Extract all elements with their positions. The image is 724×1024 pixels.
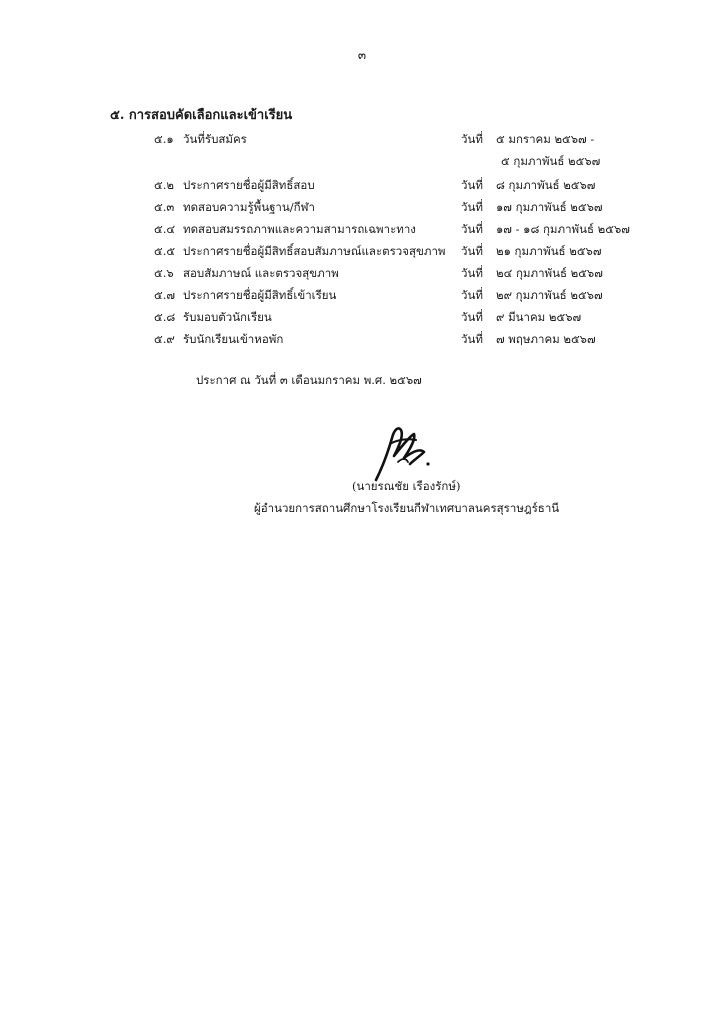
item-date: ๒๔ กุมภาพันธ์ ๒๕๖๗ bbox=[496, 266, 603, 280]
item-date: ๕ มกราคม ๒๕๖๗ - bbox=[496, 132, 595, 146]
schedule-item-exam-eligible-list bbox=[0, 177, 724, 197]
signer-name: (นายรณชัย เรืองรักษ์) bbox=[352, 479, 461, 493]
item-label: ทดสอบสมรรถภาพและความสามารถเฉพาะทาง bbox=[183, 222, 416, 236]
schedule-item-enrollment bbox=[0, 309, 724, 329]
item-day-label: วันที่ bbox=[461, 178, 483, 192]
item-label: ประกาศรายชื่อผู้มีสิทธิ์สอบ bbox=[183, 178, 315, 192]
item-day-label: วันที่ bbox=[461, 332, 483, 346]
item-number: ๕.๓ bbox=[154, 200, 175, 214]
schedule-item-admission-list bbox=[0, 287, 724, 307]
item-label: รับนักเรียนเข้าหอพัก bbox=[183, 332, 284, 346]
item-number: ๕.๙ bbox=[154, 332, 175, 346]
item-day-label: วันที่ bbox=[461, 200, 483, 214]
item-date: ๙ มีนาคม ๒๕๖๗ bbox=[496, 310, 582, 324]
section-heading: ๕. การสอบคัดเลือกและเข้าเรียน bbox=[110, 108, 293, 123]
item-number: ๕.๔ bbox=[154, 222, 176, 236]
signer-title: ผู้อำนวยการสถานศึกษาโรงเรียนกีฬาเทศบาลนครสุราษฎร์ธานี bbox=[254, 501, 560, 515]
item-number: ๕.๘ bbox=[154, 310, 176, 324]
schedule-item-basic-test bbox=[0, 199, 724, 219]
item-day-label: วันที่ bbox=[461, 266, 483, 280]
item-number: ๕.๗ bbox=[154, 288, 176, 302]
item-day-label: วันที่ bbox=[461, 288, 483, 302]
schedule-item-dormitory bbox=[0, 331, 724, 351]
announcement-date: ประกาศ ณ วันที่ ๓ เดือนมกราคม พ.ศ. ๒๕๖๗ bbox=[196, 373, 422, 387]
item-day-label: วันที่ bbox=[461, 244, 483, 258]
item-date: ๒๙ กุมภาพันธ์ ๒๕๖๗ bbox=[496, 288, 603, 302]
item-label: รับมอบตัวนักเรียน bbox=[183, 310, 272, 324]
item-number: ๕.๖ bbox=[154, 266, 174, 280]
item-number: ๕.๑ bbox=[154, 132, 174, 146]
schedule-item-interview-eligible-list bbox=[0, 243, 724, 263]
item-date-end: ๕ กุมภาพันธ์ ๒๕๖๗ bbox=[501, 154, 601, 168]
schedule-item-interview bbox=[0, 265, 724, 285]
item-label: สอบสัมภาษณ์ และตรวจสุขภาพ bbox=[183, 266, 339, 280]
item-number: ๕.๕ bbox=[154, 244, 176, 258]
item-label: ประกาศรายชื่อผู้มีสิทธิ์เข้าเรียน bbox=[183, 288, 337, 302]
item-date: ๑๗ - ๑๘ กุมภาพันธ์ ๒๕๖๗ bbox=[496, 222, 630, 236]
item-day-label: วันที่ bbox=[461, 132, 483, 146]
item-date: ๗ พฤษภาคม ๒๕๖๗ bbox=[496, 332, 596, 346]
item-label: ทดสอบความรู้พื้นฐาน/กีฬา bbox=[183, 200, 315, 214]
item-number: ๕.๒ bbox=[154, 178, 174, 192]
item-date: ๒๑ กุมภาพันธ์ ๒๕๖๗ bbox=[496, 244, 602, 258]
item-date: ๑๗ กุมภาพันธ์ ๒๕๖๗ bbox=[496, 200, 603, 214]
schedule-item-application bbox=[0, 131, 724, 168]
item-date: ๘ กุมภาพันธ์ ๒๕๖๗ bbox=[496, 178, 596, 192]
schedule-item-fitness-test bbox=[0, 221, 724, 241]
item-label: วันที่รับสมัคร bbox=[183, 132, 247, 146]
item-label: ประกาศรายชื่อผู้มีสิทธิ์สอบสัมภาษณ์และตรวจสุขภาพ bbox=[183, 244, 446, 258]
page-number: ๓ bbox=[357, 48, 367, 62]
item-day-label: วันที่ bbox=[461, 222, 483, 236]
item-day-label: วันที่ bbox=[461, 310, 483, 324]
